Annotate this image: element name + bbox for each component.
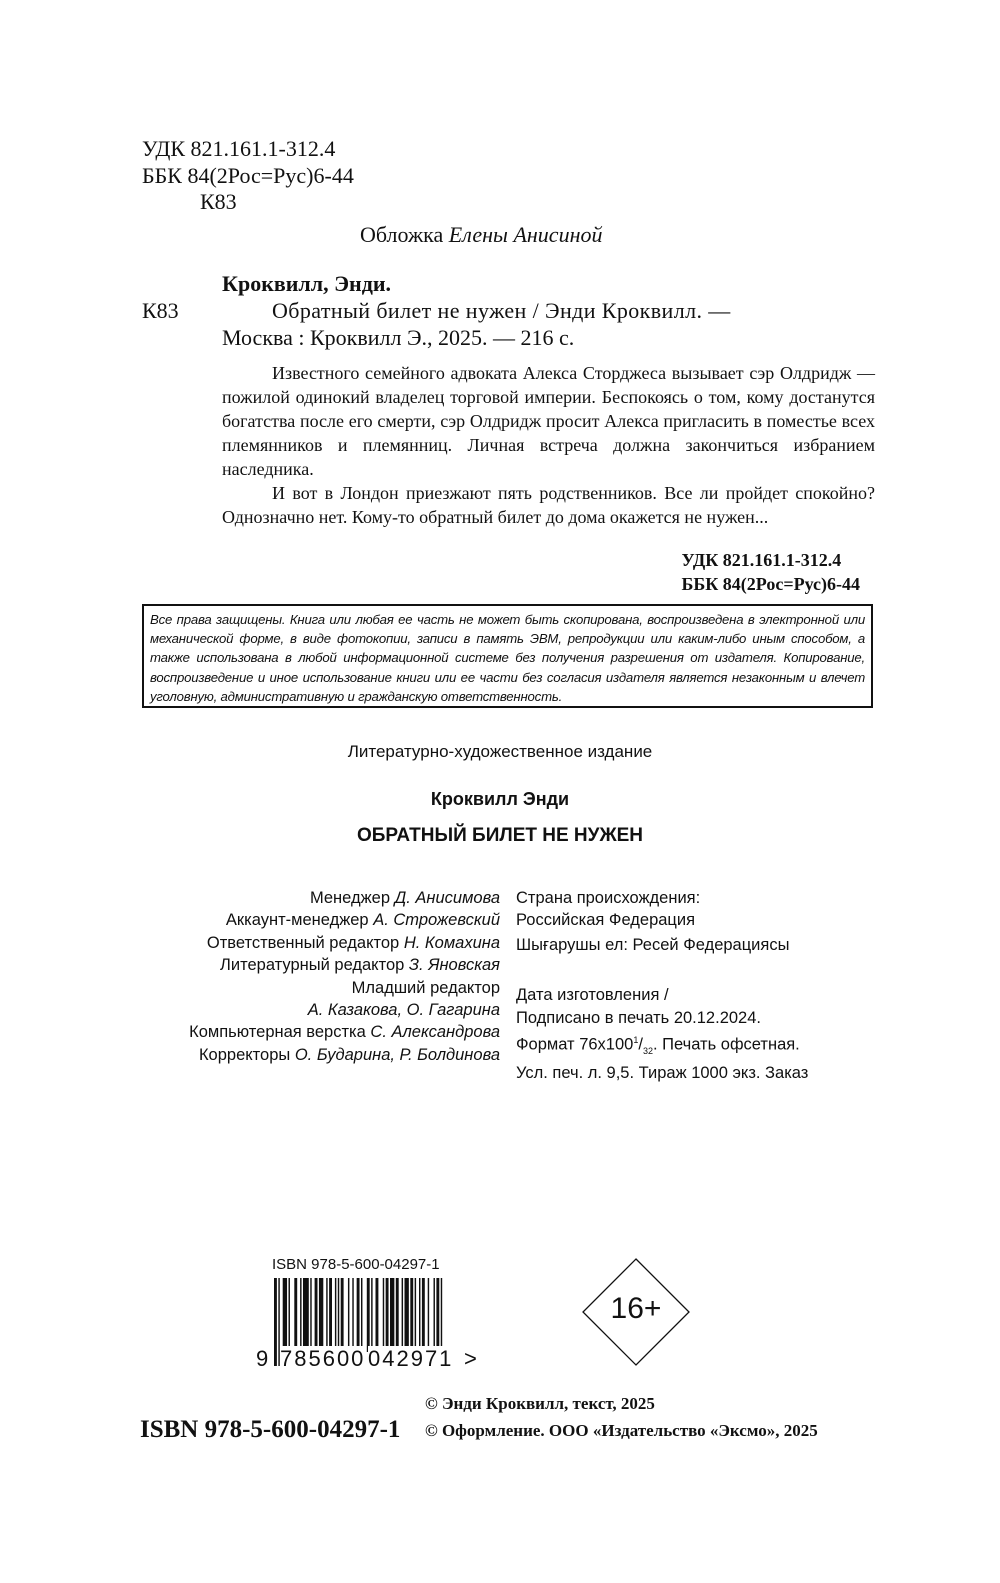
country-kz: Шығарушы ел: Ресей Федерациясы [516, 935, 790, 954]
barcode-bar [396, 1278, 399, 1352]
barcode-bar [303, 1278, 309, 1352]
barcode-bar [405, 1278, 409, 1352]
credit-row: Менеджер Д. Анисимова [309, 889, 500, 907]
signed-date: Подписано в печать 20.12.2024. [516, 1008, 761, 1027]
date-label: Дата изготовления / [516, 986, 669, 1005]
bib-publisher-line: Москва : Кроквилл Э., 2025. — 216 с. [222, 325, 575, 350]
author-mark: К83 [200, 189, 237, 214]
barcode-bar [352, 1278, 353, 1352]
cover-credit [360, 222, 603, 248]
barcode-bar [300, 1278, 301, 1352]
credit-row: Аккаунт-менеджер А. Строжевский [225, 911, 500, 930]
annotation-paragraph: И вот в Лондон приезжают пять родственников. Все ли пройдет спокойно? Однозначно нет. Кому-то обратный билет до дома окажется не нужен... [222, 483, 875, 527]
rights-notice: Все права защищены. Книга или любая ее часть не может быть скопирована, воспроизведена в электронной или механической форме, в виде фотокопии, записи в память ЭВМ, репродукции или каким-либо иным способом, а также использована в любой информационной системе без получения разрешения от издателя. Копирование, воспроизведение и иное использование книги или ее части без согласия издателя является незаконным и влечет уголовную, административную и гражданскую ответственность. [142, 604, 873, 708]
barcode-bar [386, 1278, 389, 1352]
barcode-bar [310, 1278, 311, 1352]
barcode-bar [376, 1278, 379, 1352]
country-label: Страна происхождения: [516, 889, 701, 907]
barcode-bar [326, 1278, 327, 1352]
barcode-bar [402, 1278, 403, 1352]
age-rating: 16+ [610, 1292, 662, 1325]
annotation-udk: УДК 821.161.1-312.4 [681, 550, 842, 570]
barcode-bar [434, 1278, 435, 1352]
credit-row: Младший редактор [351, 978, 500, 997]
barcode-bar [422, 1278, 425, 1352]
barcode-bar [428, 1278, 429, 1352]
cover-label: Обложка [360, 222, 444, 247]
book-title: ОБРАТНЫЙ БИЛЕТ НЕ НУЖЕН [356, 825, 644, 846]
barcode-bar [341, 1278, 344, 1352]
production-info [516, 887, 808, 1085]
barcode-bar [319, 1278, 323, 1352]
copyright-text: © Энди Кроквилл, текст, 2025 [425, 1394, 655, 1413]
barcode-bar [390, 1278, 394, 1352]
annotation-bbk: ББК 84(2Рос=Рус)6-44 [681, 574, 860, 594]
barcode-bar [315, 1278, 318, 1352]
print-info: Усл. печ. л. 9,5. Тираж 1000 экз. Заказ [516, 1064, 809, 1083]
barcode-bar [383, 1278, 384, 1352]
barcode-bar [348, 1278, 349, 1352]
credit-row: Компьютерная верстка С. Александрова [189, 1023, 500, 1042]
copyright-design: © Оформление. ООО «Издательство «Эксмо», 2025 [425, 1421, 818, 1440]
credit-row: Литературный редактор З. Яновская [220, 956, 500, 975]
format: Формат $76х100^1/_{32}$. Печать офсетная. [516, 1035, 800, 1056]
udk-code: УДК 821.161.1-312.4 [142, 136, 336, 161]
barcode-bar [329, 1278, 332, 1352]
bib-mark: К83 [142, 298, 179, 323]
barcode-bar [367, 1278, 370, 1352]
credit-row: Корректоры О. Бударина, Р. Болдинова [198, 1045, 500, 1064]
credit-row: Ответственный редактор Н. Комахина [206, 933, 500, 952]
bbk-code: ББК 84(2Рос=Рус)6-44 [142, 163, 354, 188]
barcode-bar [335, 1278, 336, 1352]
isbn: ISBN 978-5-600-04297-1 [140, 1416, 401, 1443]
barcode-bar [338, 1278, 339, 1352]
author-name: Кроквилл Энди [430, 789, 570, 809]
barcode-bar [371, 1278, 372, 1352]
bib-author: Кроквилл, Энди. [222, 271, 392, 296]
credit-row: А. Казакова, О. Гагарина [307, 1001, 500, 1020]
cover-artist: Елены Анисиной [448, 222, 603, 247]
barcode-bar [410, 1278, 413, 1352]
country: Российская Федерация [516, 911, 696, 930]
barcode-bar [294, 1278, 297, 1352]
annotation-paragraph: Известного семейного адвоката Алекса Сторджеса вызывает сэр Олдридж — пожилой одинокий владелец торговой империи. Беспокоясь о том, кому достанутся богатства после его смерти, сэр Олдридж просит Алекса пригласить в поместье всех племянников и племянниц. Личная встреча должна закончиться избранием наследника. [222, 363, 875, 479]
annotation-codes [681, 548, 860, 596]
barcode-bar [415, 1278, 416, 1352]
barcode-isbn-label: ISBN 978-5-600-04297-1 [272, 1256, 440, 1273]
barcode-digits-right: 042971 [368, 1346, 454, 1371]
barcode-digit-first: 9 [256, 1346, 269, 1371]
barcode-bar [283, 1278, 287, 1352]
barcode-bar [274, 1278, 277, 1366]
barcode-bar [289, 1278, 290, 1352]
barcode-bar [419, 1278, 420, 1352]
barcode-arrow: > [464, 1346, 477, 1371]
credits-list [189, 887, 500, 1066]
barcode-digits-left: 785600 [280, 1346, 366, 1371]
annotation [222, 361, 875, 529]
bib-title-line: Обратный билет не нужен / Энди Кроквилл. — [272, 298, 731, 323]
edition-type: Литературно-художественное издание [347, 742, 653, 761]
